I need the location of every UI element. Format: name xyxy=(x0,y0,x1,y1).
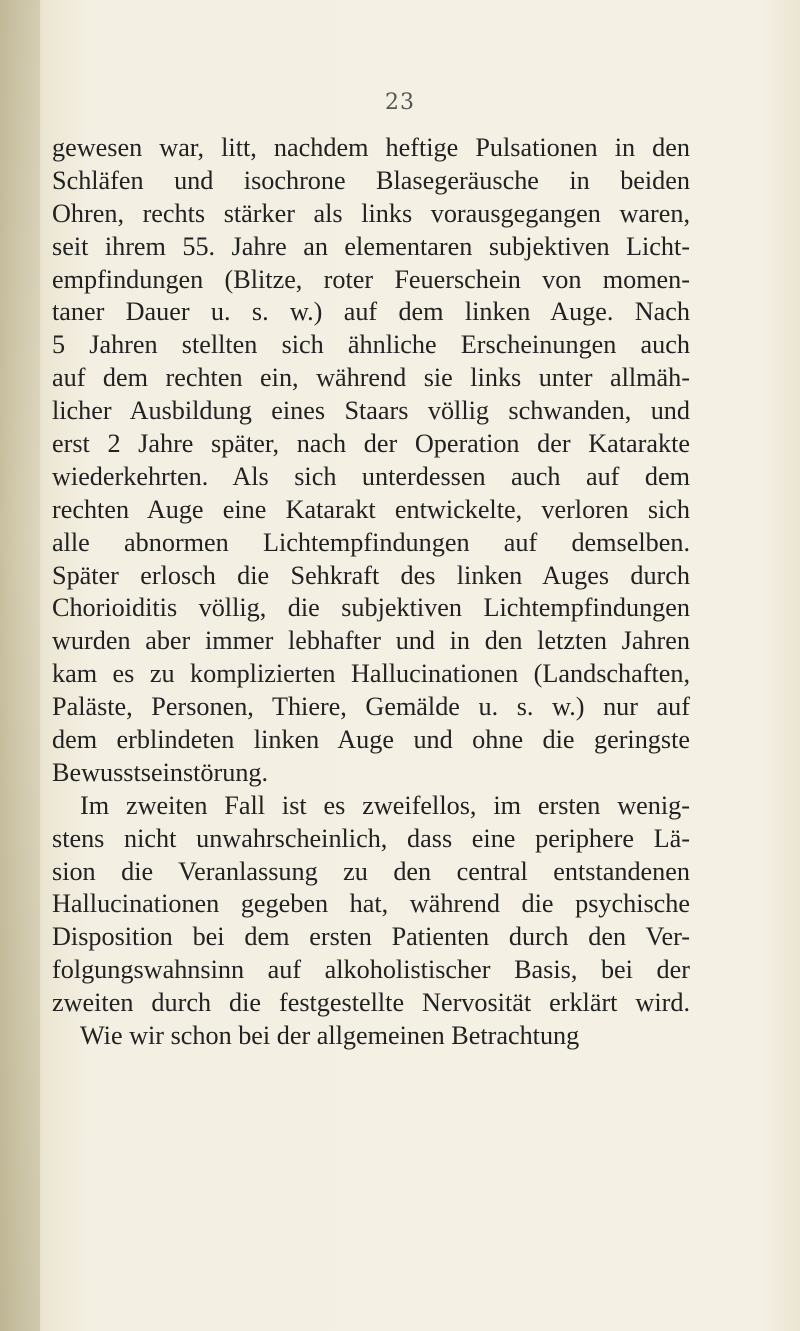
page-edge-stain xyxy=(0,0,40,1331)
body-text xyxy=(52,132,690,1053)
text-line: gewesen war, litt, nachdem heftige Pulsationen in den xyxy=(52,133,690,162)
text-line: Schläfen und isochrone Blasegeräusche in beiden xyxy=(52,165,690,195)
text-line: 5 Jahren stellten sich ähnliche Erscheinungen auch xyxy=(52,330,690,360)
text-line: licher Ausbildung eines Staars völlig schwanden, und xyxy=(52,396,690,426)
text-line: Paläste, Personen, Thiere, Gemälde u. s. w.) nur auf xyxy=(52,692,690,722)
text-line: erst 2 Jahre später, nach der Operation der Katarakte xyxy=(52,429,690,459)
text-line: rechten Auge eine Katarakt entwickelte, verloren sich xyxy=(52,494,690,524)
text-line: wurden aber immer lebhafter und in den letzten Jahren xyxy=(52,626,690,656)
text-line: Wie wir schon bei der allgemeinen Betrachtung xyxy=(80,1021,580,1051)
text-line: Disposition bei dem ersten Patienten durch den Ver- xyxy=(52,922,690,952)
text-line: Chorioiditis völlig, die subjektiven Lichtempfindungen xyxy=(52,593,690,623)
text-line: Bewusstseinstörung. xyxy=(52,757,269,787)
text-line: Im zweiten Fall ist es zweifellos, im ersten wenig- xyxy=(80,790,690,820)
text-line: stens nicht unwahrscheinlich, dass eine periphere Lä- xyxy=(52,823,690,853)
text-line: auf dem rechten ein, während sie links unter allmäh- xyxy=(52,363,690,393)
text-line: dem erblindeten linken Auge und ohne die geringste xyxy=(52,725,690,755)
text-line: kam es zu komplizierten Hallucinationen (Landschaften, xyxy=(52,659,690,689)
page-number: 23 xyxy=(385,90,415,115)
text-line: empfindungen (Blitze, roter Feuerschein von momen- xyxy=(52,264,690,294)
text-line: Ohren, rechts stärker als links vorausgegangen waren, xyxy=(52,198,690,228)
text-line: taner Dauer u. s. w.) auf dem linken Auge. Nach xyxy=(52,297,690,327)
text-line: Hallucinationen gegeben hat, während die psychische xyxy=(52,889,690,919)
text-line: zweiten durch die festgestellte Nervosität erklärt wird. xyxy=(52,988,690,1018)
text-line: seit ihrem 55. Jahre an elementaren subjektiven Licht- xyxy=(52,231,690,261)
text-line: Später erlosch die Sehkraft des linken Auges durch xyxy=(52,560,690,590)
text-line: sion die Veranlassung zu den central entstandenen xyxy=(52,856,690,886)
text-line: alle abnormen Lichtempfindungen auf demselben. xyxy=(52,527,690,557)
text-line: wiederkehrten. Als sich unterdessen auch auf dem xyxy=(52,461,690,491)
text-line: folgungswahnsinn auf alkoholistischer Basis, bei der xyxy=(52,955,690,985)
